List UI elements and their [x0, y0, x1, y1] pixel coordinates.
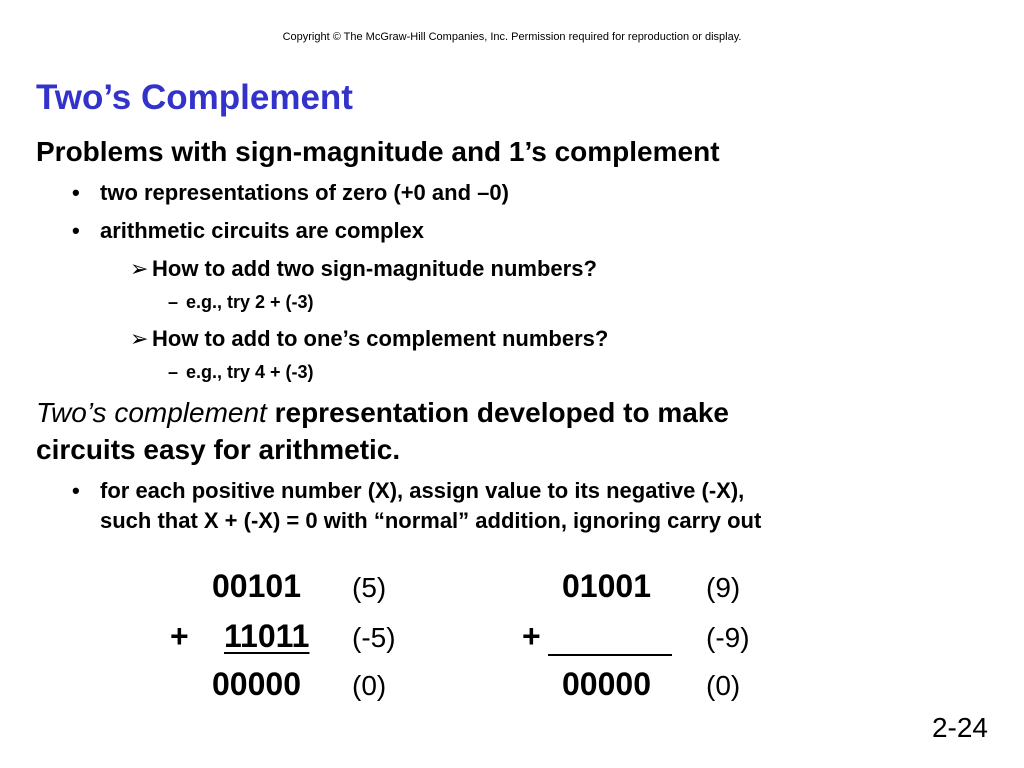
bullet-continuation: such that X + (-X) = 0 with “normal” addition, ignoring carry out: [100, 508, 762, 533]
left-row3-value: 00000: [212, 666, 301, 702]
bullet-icon: •: [72, 180, 80, 205]
bullet-icon: •: [72, 218, 80, 243]
left-row2-label: (-5): [352, 622, 396, 653]
right-row2-label: (-9): [706, 622, 750, 653]
heading-problems: Problems with sign-magnitude and 1’s complement: [36, 136, 720, 167]
heading-line1-rest: representation developed to make: [266, 397, 729, 428]
heading-line2: circuits easy for arithmetic.: [36, 434, 401, 465]
slide-title: Two’s Complement: [36, 78, 353, 117]
right-plus-sign: +: [522, 618, 541, 654]
bullet-text: two representations of zero (+0 and –0): [100, 180, 509, 205]
arrow-bullet-icon: ➢: [130, 256, 149, 281]
example-item: [168, 292, 314, 313]
bullet-text: arithmetic circuits are complex: [100, 218, 425, 243]
heading-twos-complement: [36, 397, 729, 429]
sub-bullet-text: How to add to one’s complement numbers?: [152, 326, 609, 351]
left-row1-label: (5): [352, 572, 387, 603]
bullet-item: [72, 218, 424, 244]
left-row2-digits: 11011: [224, 618, 310, 654]
dash-bullet-icon: –: [168, 292, 179, 312]
sub-bullet-text: How to add two sign-magnitude numbers?: [152, 256, 597, 281]
bullet-icon: •: [72, 478, 80, 503]
left-row3-label: (0): [352, 670, 387, 701]
right-row1-value: 01001: [562, 568, 651, 604]
dash-bullet-icon: –: [168, 362, 179, 382]
sub-bullet-item: [130, 326, 608, 352]
bullet-item: [72, 478, 744, 504]
left-plus-sign: +: [170, 618, 189, 654]
bullet-item: [72, 180, 509, 206]
right-row1-label: (9): [706, 572, 741, 603]
example-text: e.g., try 4 + (-3): [186, 362, 314, 382]
right-row3-value: 00000: [562, 666, 651, 702]
slide-number: 2-24: [931, 712, 988, 743]
bullet-text: for each positive number (X), assign value to its negative (-X),: [100, 478, 745, 503]
copyright-notice: Copyright © The McGraw-Hill Companies, Inc. Permission required for reproduction or display.: [282, 31, 742, 43]
sub-bullet-item: [130, 256, 597, 282]
left-row1-value: 00101: [212, 568, 301, 604]
arrow-bullet-icon: ➢: [130, 326, 149, 351]
example-item: [168, 362, 314, 383]
left-row2-value: [196, 618, 309, 655]
right-row3-label: (0): [706, 670, 741, 701]
right-blank-answer-line: [548, 654, 672, 656]
example-text: e.g., try 2 + (-3): [186, 292, 314, 312]
heading-italic-term: Two’s complement: [36, 397, 267, 428]
